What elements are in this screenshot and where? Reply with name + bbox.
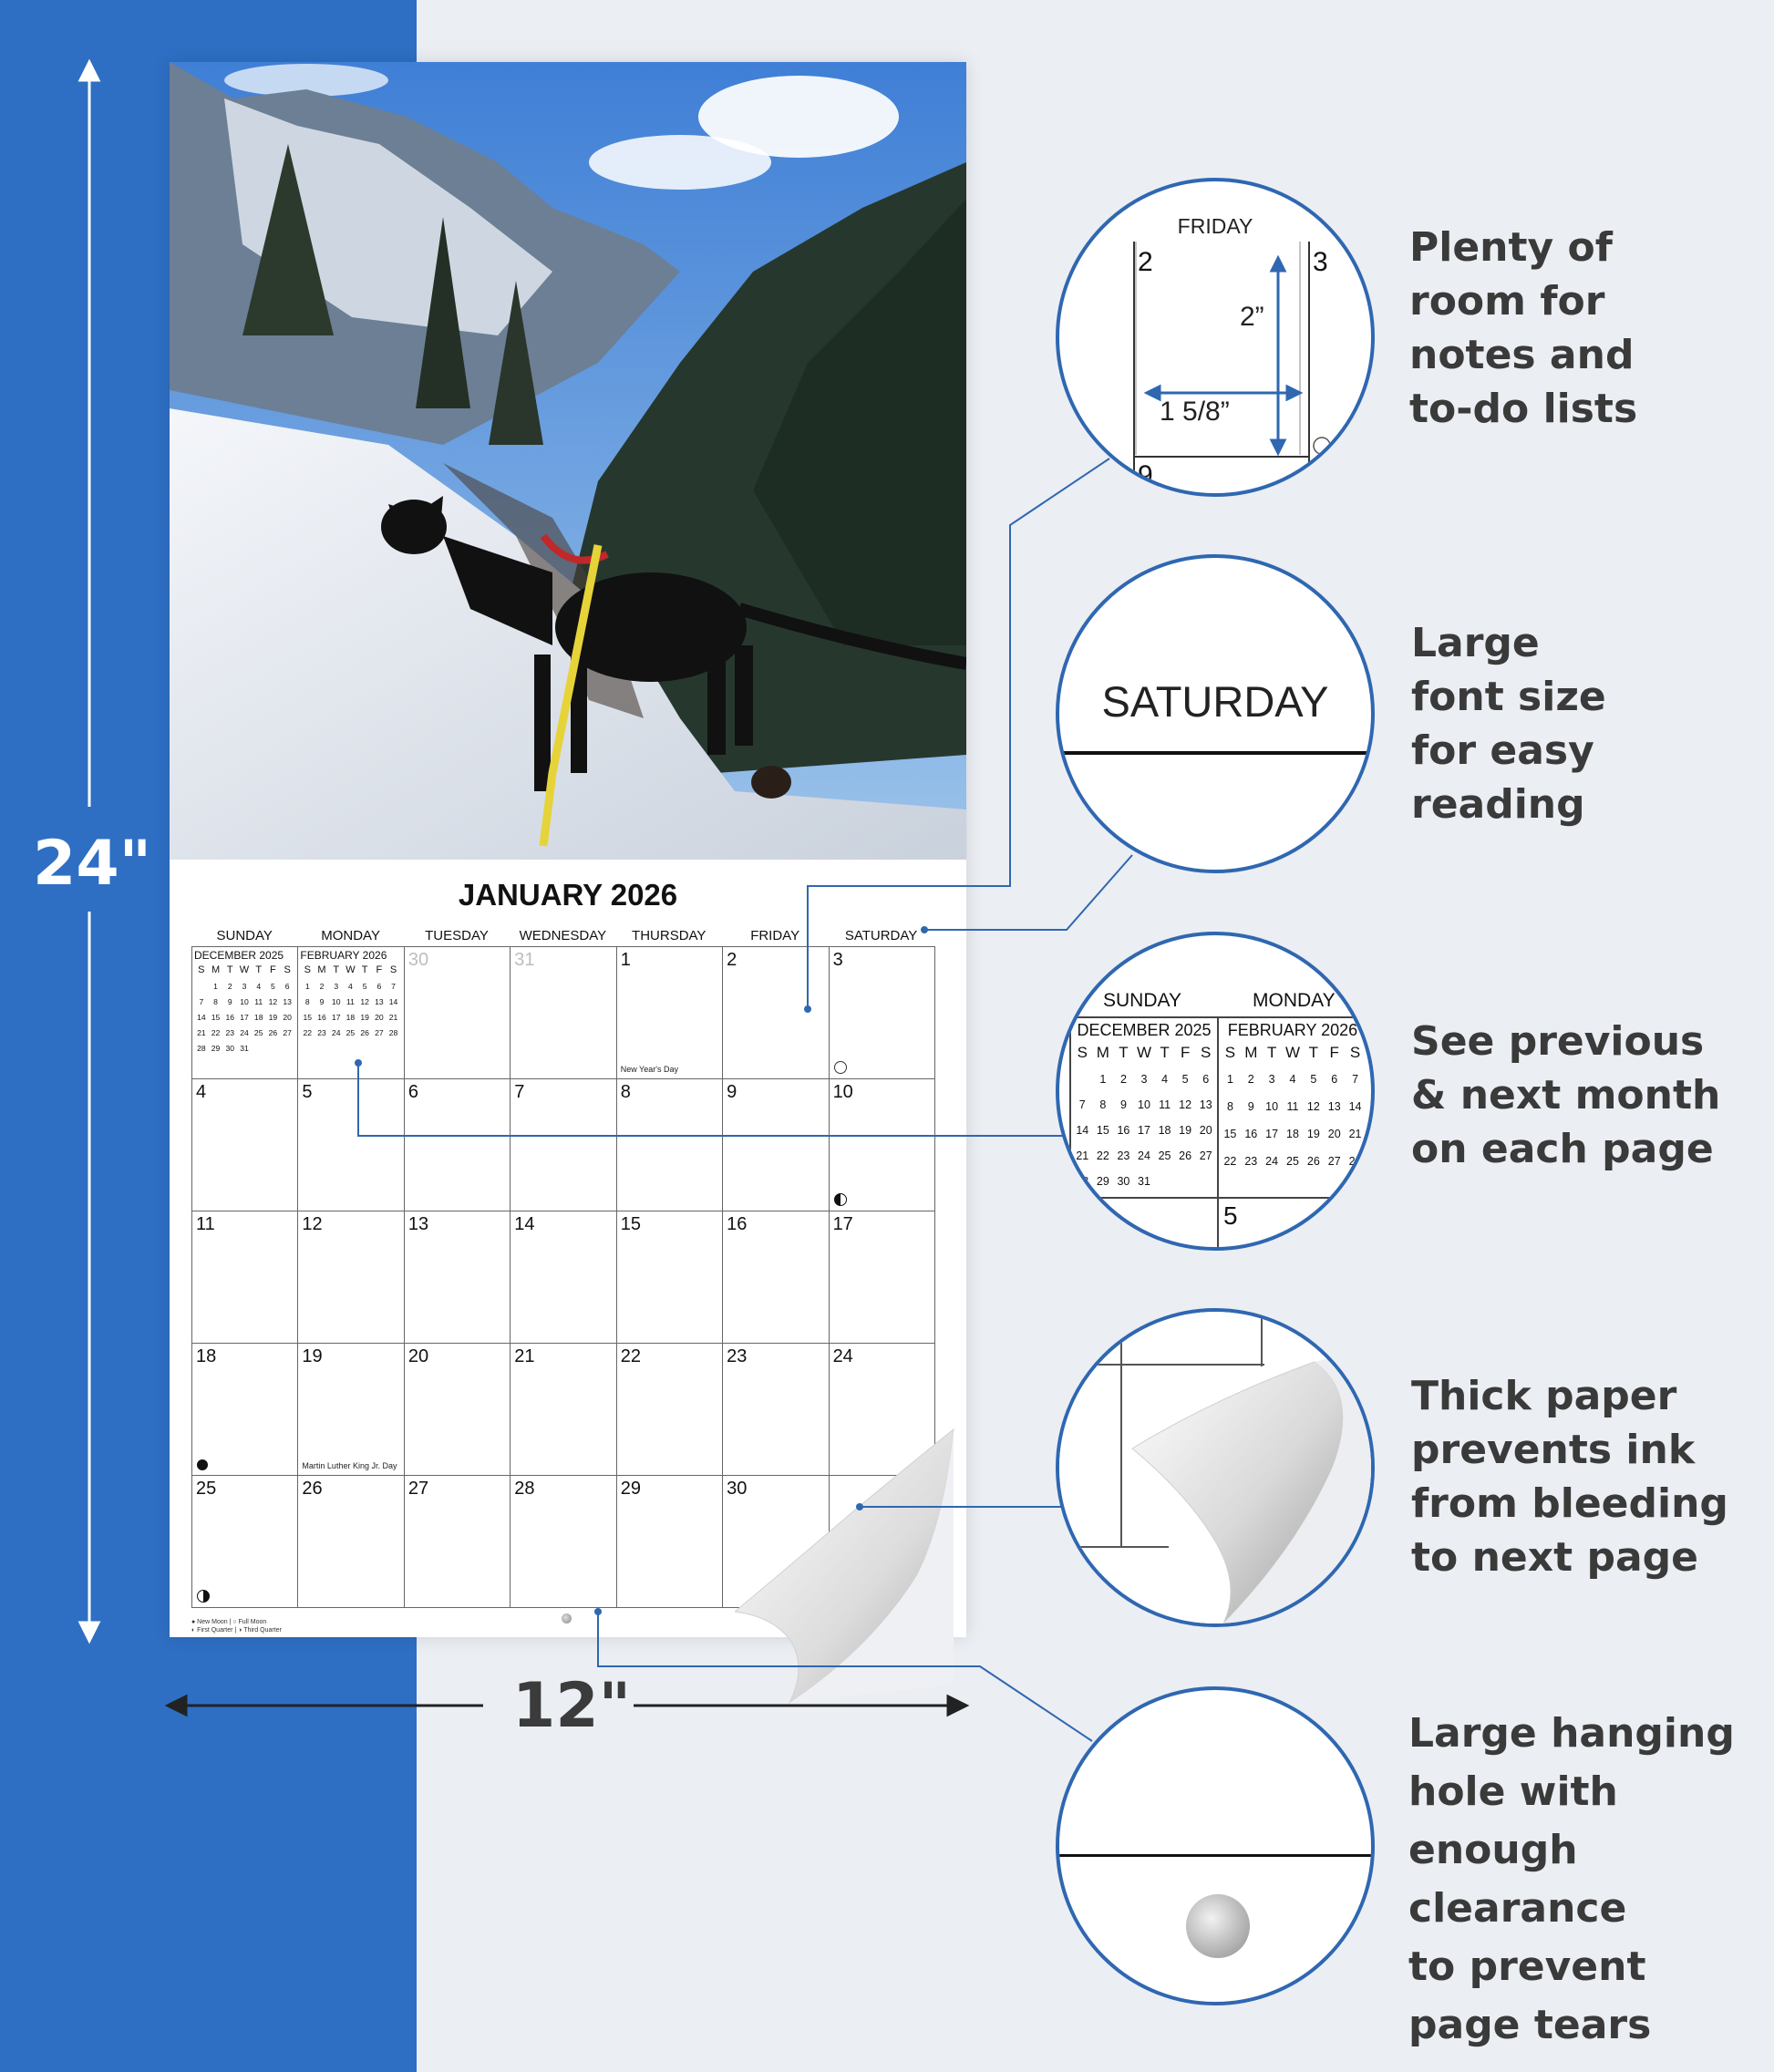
friday-day-a: 2 (1138, 247, 1153, 277)
mini-next-row: 8 9 10 11 12 13 14 (304, 997, 398, 1006)
circle-prev-days: 1 2 3 4 5 6 7 8 9 10 11 12 13 14 15 16 17 18 19 20 21 22 23 24 25 26 27 28 29 30 31 (1076, 1073, 1212, 1188)
callout-circle-thick-paper (1056, 1308, 1375, 1627)
day-number: 27 (407, 1479, 429, 1499)
day-number: 16 (727, 1214, 748, 1234)
day-number: 28 (514, 1479, 535, 1499)
circle-day-number: 5 (1223, 1201, 1238, 1230)
callout-circle-mini-calendars (1056, 932, 1375, 1251)
weekday-friday: FRIDAY (750, 928, 800, 943)
width-dimension-label: 12" (512, 1670, 632, 1742)
mini-next-header: S M T W T F S (304, 964, 397, 975)
holiday-label: Martin Luther King Jr. Day (302, 1461, 397, 1470)
day-number: 31 (514, 950, 535, 970)
sunday-label: SUNDAY (1103, 990, 1181, 1011)
height-measure-label: 2” (1240, 302, 1264, 332)
day-number: 29 (620, 1479, 641, 1499)
feature-text-font: Large font size for easy reading (1411, 620, 1606, 828)
feature-text-minicals: See previous & next month on each page (1411, 1018, 1721, 1172)
day-number: 23 (727, 1346, 748, 1366)
mini-prev-header: S M T W T F S (198, 964, 291, 975)
circle-mini-prev (1072, 1021, 1216, 1188)
day-number: 26 (302, 1479, 323, 1499)
mini-prev-row: 1 2 3 4 5 6 (213, 982, 290, 991)
mini-prev-title: DECEMBER 2025 (194, 949, 284, 962)
saturday-label: SATURDAY (1101, 677, 1329, 726)
mini-next-title: FEBRUARY 2026 (300, 949, 387, 962)
day-number: 20 (407, 1346, 429, 1366)
day-number: 5 (302, 1082, 313, 1102)
circle-mini-next (1220, 1021, 1366, 1168)
weekday-thursday: THURSDAY (632, 928, 707, 943)
divider-line (1059, 1854, 1371, 1857)
callout-circle-hanging-hole (1056, 1686, 1375, 2005)
holiday-label: New Year's Day (620, 1065, 678, 1074)
callout-circle-notes-room (1056, 178, 1375, 497)
mini-next-row: 1 2 3 4 5 6 7 (304, 982, 396, 991)
moon-legend: ● New Moon | ○ Full Moon ◐ First Quarter | ◑ Third Quarter (191, 1619, 282, 1634)
circle-prev-header: S M T W T F S (1077, 1044, 1212, 1061)
day-number: 10 (832, 1082, 853, 1102)
monday-label: MONDAY (1253, 990, 1336, 1011)
calendar-month-title: JANUARY 2026 (458, 878, 678, 912)
day-number: 25 (196, 1479, 217, 1499)
day-number: 8 (620, 1082, 631, 1102)
day-number: 9 (727, 1082, 737, 1102)
mini-prev-row: 28 29 30 31 (197, 1044, 249, 1053)
weekday-wednesday: WEDNESDAY (519, 928, 607, 943)
weekday-tuesday: TUESDAY (425, 928, 489, 943)
day-number: 2 (727, 950, 737, 970)
feature-text-notes: Plenty of room for notes and to-do lists (1409, 224, 1638, 432)
day-number: 13 (407, 1214, 429, 1234)
weekday-monday: MONDAY (321, 928, 380, 943)
hole-icon (1186, 1894, 1250, 1958)
mini-next-row: 22 23 24 25 26 27 28 (303, 1028, 398, 1037)
height-dimension-label: 24" (33, 828, 152, 900)
divider-line (1059, 751, 1371, 755)
mini-prev-row: 21 22 23 24 25 26 27 (197, 1028, 292, 1037)
mini-next-row: 15 16 17 18 19 20 21 (303, 1013, 398, 1022)
day-number: 22 (620, 1346, 641, 1366)
day-number: 4 (196, 1082, 207, 1102)
feature-text-hole: Large hanging hole with enough clearance to prevent page tears (1408, 1710, 1735, 2048)
day-number: 11 (196, 1214, 215, 1234)
width-measure-label: 1 5/8” (1160, 397, 1230, 427)
mini-prev-row: 7 8 9 10 11 12 13 (199, 997, 292, 1006)
day-number: 1 (620, 950, 631, 970)
day-number: 30 (727, 1479, 748, 1499)
circle-next-title: FEBRUARY 2026 (1227, 1021, 1358, 1039)
circle-prev-title: DECEMBER 2025 (1077, 1021, 1212, 1039)
friday-day-c: 9 (1138, 460, 1153, 490)
circle-next-days: 1 2 3 4 5 6 7 8 9 10 11 12 13 14 15 16 17 18 19 20 21 22 23 24 25 26 27 28 (1223, 1073, 1362, 1168)
friday-label: FRIDAY (1177, 214, 1253, 238)
day-number: 15 (620, 1214, 641, 1234)
feature-text-paper: Thick paper prevents ink from bleeding to next page (1411, 1373, 1728, 1581)
day-number: 12 (302, 1214, 323, 1234)
weekday-sunday: SUNDAY (216, 928, 273, 943)
friday-day-b: 3 (1313, 247, 1328, 277)
day-number: 7 (514, 1082, 525, 1102)
callout-circle-large-font (1056, 554, 1375, 873)
day-number: 19 (302, 1346, 323, 1366)
mini-prev-row: 14 15 16 17 18 19 20 (197, 1013, 292, 1022)
day-number: 21 (514, 1346, 535, 1366)
day-number: 17 (832, 1214, 853, 1234)
circle-next-header: S M T W T F S (1224, 1044, 1361, 1061)
weekday-saturday: SATURDAY (844, 928, 918, 943)
day-number: 3 (832, 950, 843, 970)
day-number: 30 (407, 950, 429, 970)
day-number: 6 (407, 1082, 418, 1102)
day-number: 14 (514, 1214, 535, 1234)
day-number: 24 (832, 1346, 853, 1366)
day-number: 18 (196, 1346, 217, 1366)
